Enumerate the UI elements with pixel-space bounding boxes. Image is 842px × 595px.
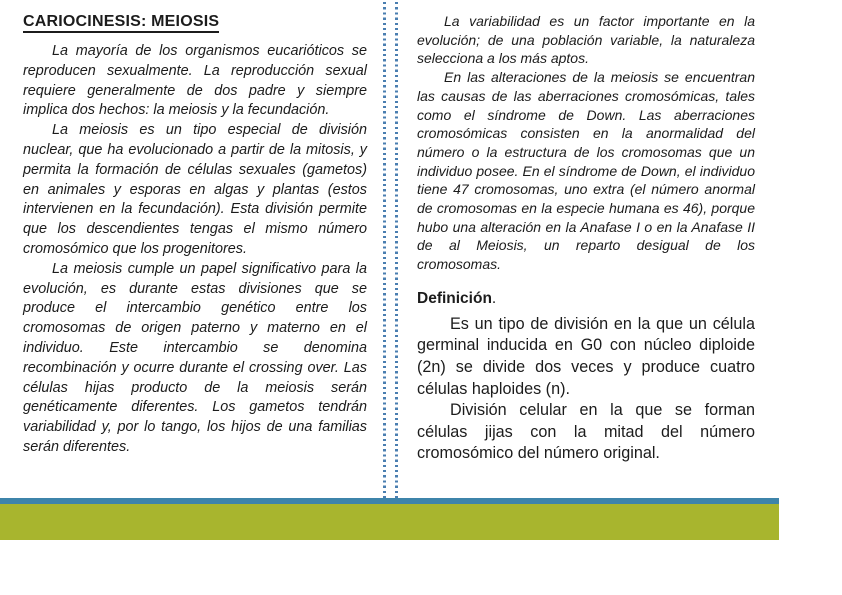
left-paragraph-1: La mayoría de los organismos eucarióticos se reproducen sexualmente. La reproducción sexual requiere generalmente de dos padre y siempre implica dos hechos: la meiosis y la fecundación. <box>23 43 367 119</box>
definition-heading-period: . <box>491 289 497 307</box>
left-paragraph-3: La meiosis cumple un papel significativo para la evolución, es durante estas divisiones que se produce el intercambio genético entre los cromosomas de origen paterno y materno en el individuo. Este intercambio se denomina recombinación y ocurre durante el crossing over. Las células hijas producto de la meiosis serán genéticamente diferentes. Los gametos tendrán variabilidad y, por lo tango, los hijos de una familias serán diferentes. <box>23 260 367 455</box>
definition-heading-text: Definición <box>417 289 492 307</box>
page-title-text: CARIOCINESIS: MEIOSIS <box>23 13 219 33</box>
page-title <box>23 13 367 31</box>
left-paragraph-2: La meiosis es un tipo especial de división nuclear, que ha evolucionado a partir de la mitosis, y permita la formación de células sexuales (gametos) en animales y esporas en algas y plantas (estos intervienen en la fecundación). Esta división permite que los descendientes tengas el mismo número cromosómico que los progenitores. <box>23 122 367 257</box>
left-column <box>23 13 367 458</box>
column-divider <box>383 2 398 498</box>
definition-heading <box>417 290 755 308</box>
bottom-accent-bar-green <box>0 504 779 540</box>
right-column <box>417 12 755 465</box>
definition-paragraph-1: Es un tipo de división en la que un célula germinal inducida en G0 con núcleo diploide (2n) se divide dos veces y produce cuatro células haploides (n). <box>417 314 755 398</box>
right-paragraph-2: En las alteraciones de la meiosis se encuentran las causas de las aberraciones cromosómicas, tales como el síndrome de Down. Las aberraciones cromosómicas consisten en la anormalidad del número o la estructura de los cromosomas que un individuo posee. En el síndrome de Down, el individuo tiene 47 cromosomas, uno extra (el número anormal de cromosomas en la especie humana es 46), porque hubo una alteración en la Anafase I o en la Anafase II de al Meiosis, un reparto desigual de los cromosomas. <box>417 69 755 273</box>
right-paragraph-1: La variabilidad es un factor importante en la evolución; de una población variable, la naturaleza selecciona a los más aptos. <box>417 13 755 67</box>
divider-dotted-line-left <box>383 2 386 498</box>
divider-dotted-line-right <box>395 2 398 498</box>
definition-paragraph-2: División celular en la que se forman células jijas con la mitad del número cromosómico del número original. <box>417 401 755 463</box>
